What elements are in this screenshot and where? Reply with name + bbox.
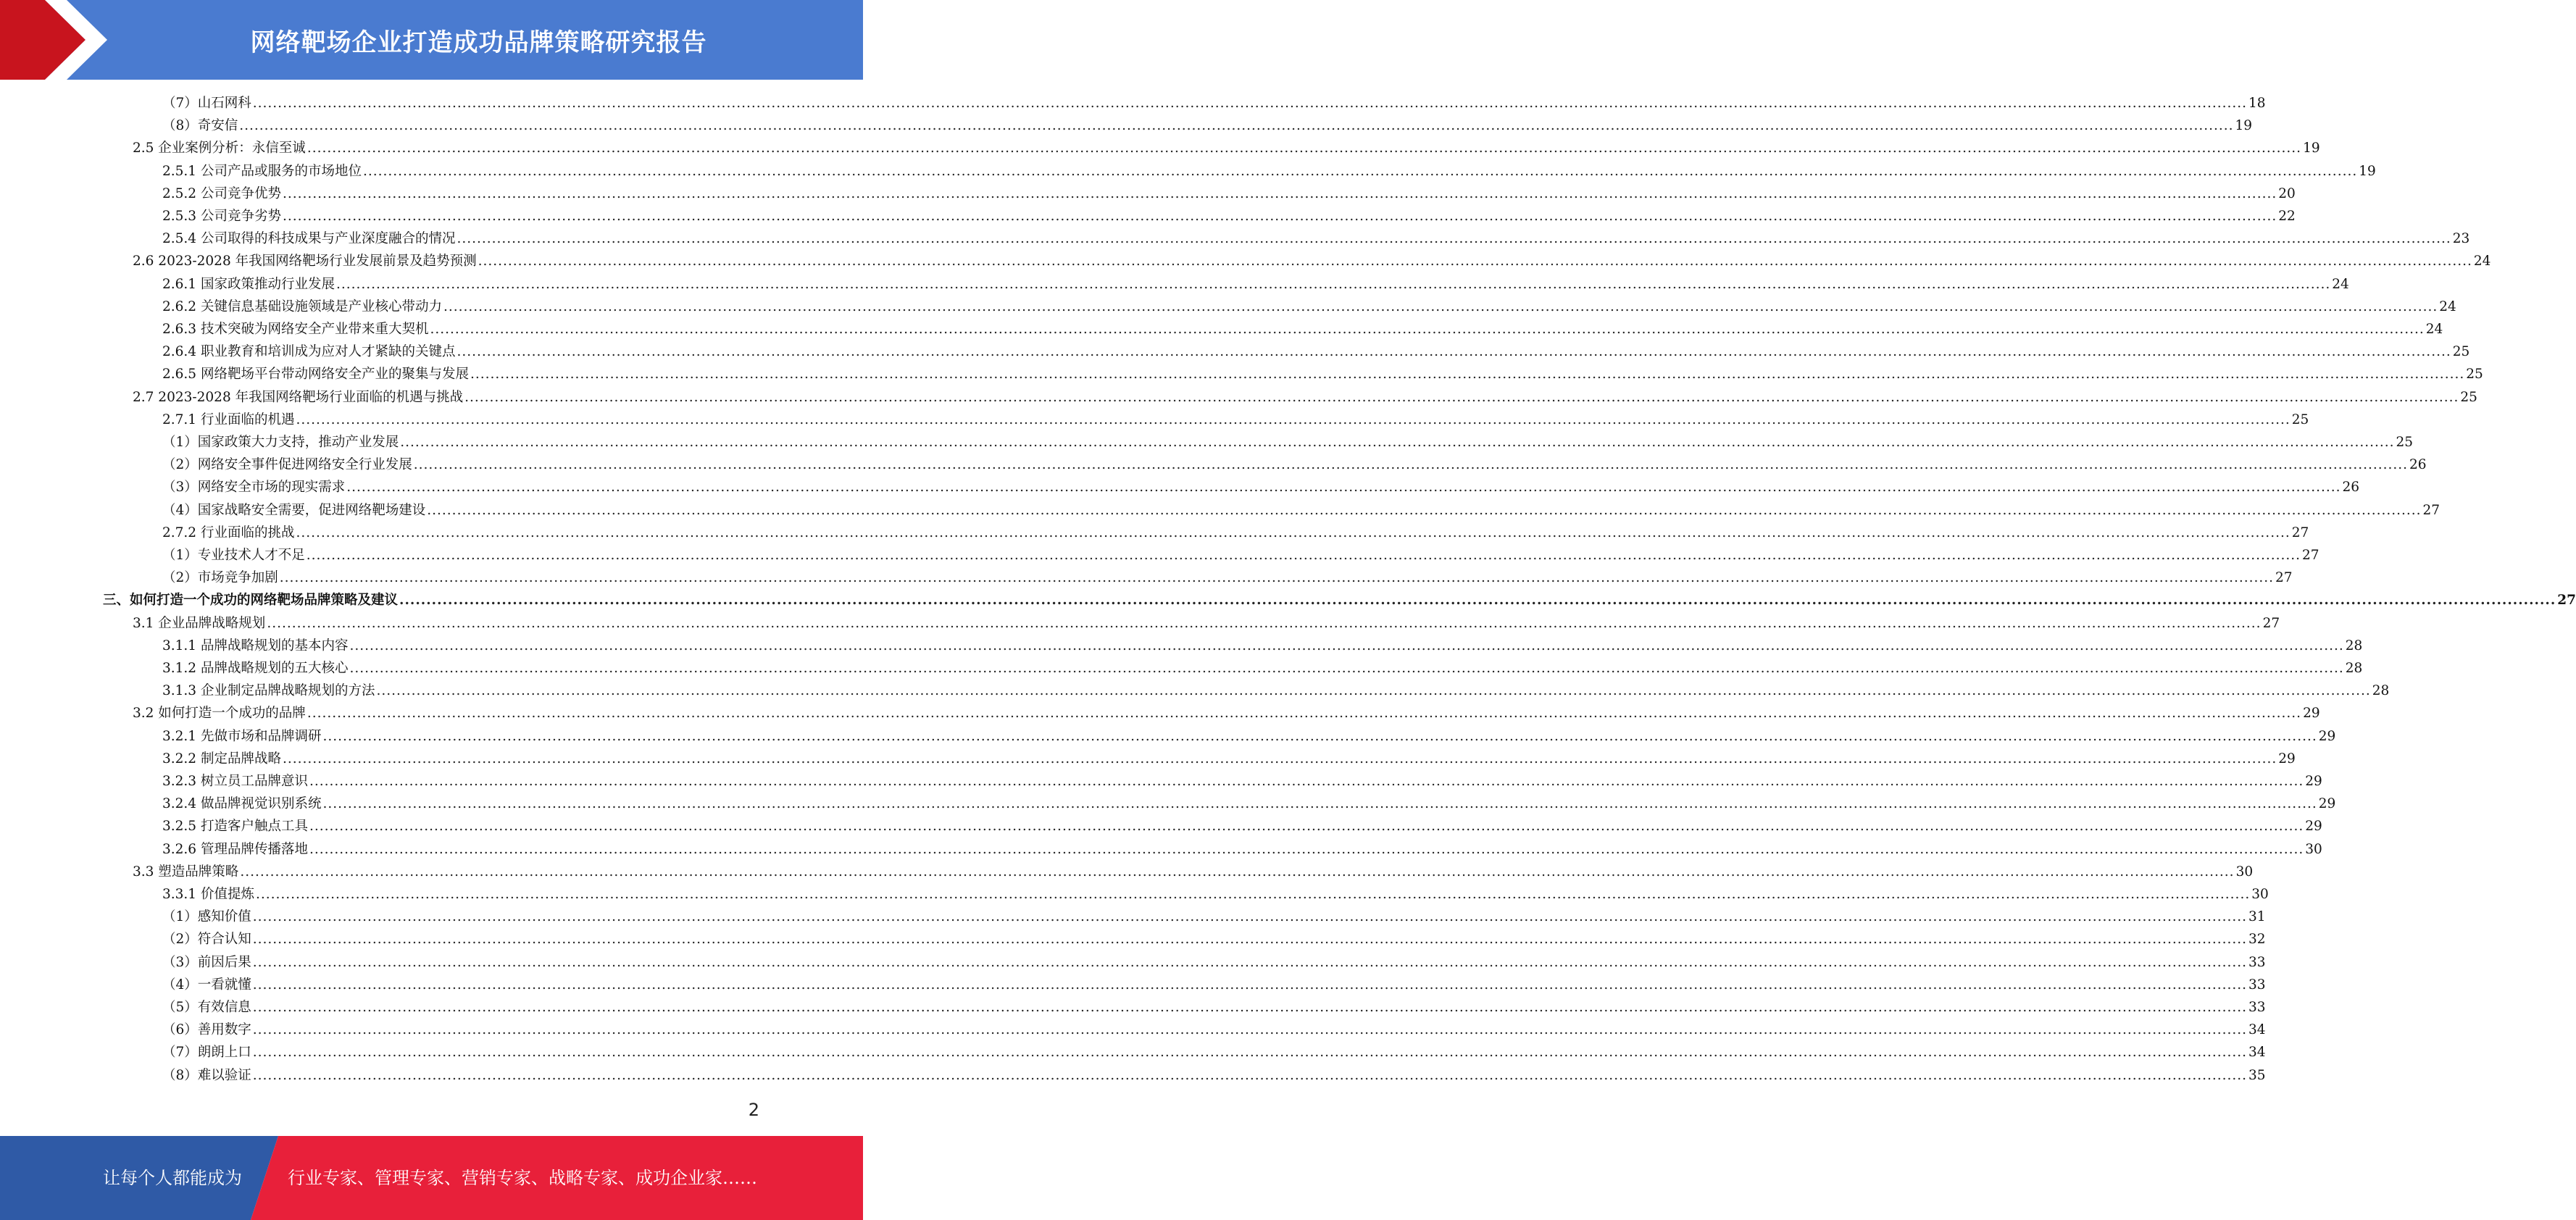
toc-dot-leader: ................................................................................................................................................................................................................................................................................................................................................................................................................ xyxy=(255,887,2251,902)
toc-entry-page: 29 xyxy=(2305,774,2322,789)
toc-dot-leader: ................................................................................................................................................................................................................................................................................................................................................................................................................ xyxy=(252,954,2248,970)
toc-entry-page: 33 xyxy=(2248,1000,2266,1015)
toc-entry-label: 2.6.2 关键信息基础设施领域是产业核心带动力 xyxy=(162,298,442,314)
toc-entry[interactable] xyxy=(162,657,2363,680)
toc-entry[interactable] xyxy=(162,273,2349,296)
toc-entry-label: 2.5 企业案例分析：永信至诚 xyxy=(133,141,306,156)
toc-entry-page: 33 xyxy=(2248,954,2266,970)
toc-entry[interactable] xyxy=(162,567,2293,589)
toc-entry[interactable] xyxy=(133,137,2320,159)
toc-entry[interactable] xyxy=(162,680,2390,702)
toc-dot-leader: ................................................................................................................................................................................................................................................................................................................................................................................................................ xyxy=(349,661,2344,676)
toc-dot-leader: ................................................................................................................................................................................................................................................................................................................................................................................................................ xyxy=(252,1045,2248,1061)
toc-entry-page: 33 xyxy=(2248,977,2266,993)
toc-entry-label: 3.2.5 打造客户触点工具 xyxy=(162,819,308,835)
toc-entry-label: 2.7 2023-2028 年我国网络靶场行业面临的机遇与挑战 xyxy=(133,389,464,405)
toc-entry-page: 22 xyxy=(2278,209,2296,224)
toc-entry[interactable] xyxy=(162,205,2296,227)
toc-entry-page: 29 xyxy=(2303,706,2320,722)
toc-entry-label: 3.1.1 品牌战略规划的基本内容 xyxy=(162,638,349,653)
toc-entry-label: （8）难以验证 xyxy=(162,1067,251,1083)
page-header xyxy=(0,0,863,80)
toc-entry-page: 19 xyxy=(2303,141,2320,156)
toc-entry-page: 27 xyxy=(2262,615,2280,631)
toc-entry-page: 24 xyxy=(2332,276,2349,292)
toc-entry-page: 34 xyxy=(2248,1022,2266,1038)
toc-entry-label: （1）国家政策大力支持，推动产业发展 xyxy=(162,435,399,450)
toc-entry[interactable] xyxy=(162,883,2269,906)
toc-entry-page: 18 xyxy=(2248,96,2266,111)
toc-dot-leader: ................................................................................................................................................................................................................................................................................................................................................................................................................ xyxy=(322,728,2317,744)
toc-entry-page: 28 xyxy=(2372,683,2390,699)
toc-dot-leader: ................................................................................................................................................................................................................................................................................................................................................................................................................ xyxy=(267,615,2262,631)
toc-entry-label: 3.3.1 价值提炼 xyxy=(162,887,254,902)
toc-dot-leader: ................................................................................................................................................................................................................................................................................................................................................................................................................ xyxy=(240,864,2235,880)
toc-entry-label: 3.2.6 管理品牌传播落地 xyxy=(162,841,308,857)
toc-dot-leader: ................................................................................................................................................................................................................................................................................................................................................................................................................ xyxy=(252,1000,2248,1015)
toc-entry[interactable] xyxy=(133,612,2280,635)
toc-entry-label: 2.6 2023-2028 年我国网络靶场行业发展前景及趋势预测 xyxy=(133,254,477,270)
toc-entry-page: 35 xyxy=(2248,1067,2266,1083)
toc-entry[interactable] xyxy=(162,838,2322,861)
toc-entry-page: 29 xyxy=(2318,796,2336,812)
toc-dot-leader: ................................................................................................................................................................................................................................................................................................................................................................................................................ xyxy=(309,774,2304,789)
toc-dot-leader: ................................................................................................................................................................................................................................................................................................................................................................................................................ xyxy=(296,525,2291,540)
toc-entry-page: 25 xyxy=(2460,389,2477,405)
toc-dot-leader: ................................................................................................................................................................................................................................................................................................................................................................................................................ xyxy=(457,344,2451,360)
toc-entry[interactable] xyxy=(162,928,2266,950)
toc-entry-label: 2.5.3 公司竞争劣势 xyxy=(162,209,281,224)
toc-entry-label: （2）市场竞争加剧 xyxy=(162,570,278,586)
toc-dot-leader: ................................................................................................................................................................................................................................................................................................................................................................................................................ xyxy=(349,638,2344,653)
toc-dot-leader: ................................................................................................................................................................................................................................................................................................................................................................................................................ xyxy=(282,751,2277,766)
toc-dot-leader: ................................................................................................................................................................................................................................................................................................................................................................................................................ xyxy=(306,548,2301,563)
toc-entry-page: 29 xyxy=(2278,751,2296,766)
toc-entry[interactable] xyxy=(133,250,2491,272)
toc-dot-leader: ................................................................................................................................................................................................................................................................................................................................................................................................................ xyxy=(322,796,2317,812)
toc-entry-page: 30 xyxy=(2251,887,2269,902)
toc-dot-leader: ................................................................................................................................................................................................................................................................................................................................................................................................................ xyxy=(443,298,2438,314)
toc-entry[interactable] xyxy=(162,906,2266,928)
toc-entry[interactable] xyxy=(162,725,2336,748)
toc-entry-page: 31 xyxy=(2248,909,2266,925)
toc-entry[interactable] xyxy=(162,996,2266,1019)
toc-entry-label: （2）网络安全事件促进网络安全行业发展 xyxy=(162,457,412,473)
toc-dot-leader: ................................................................................................................................................................................................................................................................................................................................................................................................................ xyxy=(478,254,2472,270)
toc-dot-leader: ................................................................................................................................................................................................................................................................................................................................................................................................................ xyxy=(307,141,2302,156)
toc-dot-leader: ................................................................................................................................................................................................................................................................................................................................................................................................................ xyxy=(296,411,2291,427)
toc-entry-page: 28 xyxy=(2345,661,2363,676)
toc-entry[interactable] xyxy=(162,499,2440,522)
toc-entry-label: 2.6.4 职业教育和培训成为应对人才紧缺的关键点 xyxy=(162,344,456,360)
toc-entry[interactable] xyxy=(162,1064,2266,1087)
toc-entry[interactable] xyxy=(162,635,2363,657)
toc-dot-leader: ................................................................................................................................................................................................................................................................................................................................................................................................................ xyxy=(282,185,2277,201)
toc-entry-page: 32 xyxy=(2248,932,2266,948)
toc-entry-label: 3.2.2 制定品牌战略 xyxy=(162,751,281,766)
toc-entry-page: 27 xyxy=(2275,570,2293,586)
toc-dot-leader: ................................................................................................................................................................................................................................................................................................................................................................................................................ xyxy=(309,819,2304,835)
toc-entry[interactable] xyxy=(162,748,2296,770)
toc-entry[interactable] xyxy=(162,114,2253,137)
toc-entry-label: 3.2.1 先做市场和品牌调研 xyxy=(162,728,322,744)
toc-dot-leader: ................................................................................................................................................................................................................................................................................................................................................................................................................ xyxy=(239,118,2234,134)
toc-entry-label: 3.3 塑造品牌策略 xyxy=(133,864,239,880)
toc-entry-page: 23 xyxy=(2452,231,2470,247)
toc-entry-label: 2.5.2 公司竞争优势 xyxy=(162,185,281,201)
toc-entry-page: 20 xyxy=(2278,185,2296,201)
toc-entry-label: （4）国家战略安全需要，促进网络靶场建设 xyxy=(162,502,426,518)
toc-entry-page: 29 xyxy=(2318,728,2336,744)
toc-dot-leader: ................................................................................................................................................................................................................................................................................................................................................................................................................ xyxy=(376,683,2371,699)
page-number: 2 xyxy=(748,1100,759,1120)
toc-entry[interactable] xyxy=(162,227,2470,250)
toc-entry-label: （2）符合认知 xyxy=(162,932,251,948)
toc-entry[interactable] xyxy=(162,951,2266,974)
toc-dot-leader: ................................................................................................................................................................................................................................................................................................................................................................................................................ xyxy=(252,1022,2248,1038)
toc-dot-leader: ................................................................................................................................................................................................................................................................................................................................................................................................................ xyxy=(252,932,2248,948)
report-title: 网络靶场企业打造成功品牌策略研究报告 xyxy=(250,28,707,57)
toc-entry[interactable] xyxy=(162,974,2266,996)
toc-entry-page: 27 xyxy=(2302,548,2319,563)
toc-entry[interactable] xyxy=(162,183,2296,205)
toc-dot-leader: ................................................................................................................................................................................................................................................................................................................................................................................................................ xyxy=(464,389,2459,405)
toc-dot-leader: ................................................................................................................................................................................................................................................................................................................................................................................................................ xyxy=(413,457,2409,473)
toc-entry-label: （5）有效信息 xyxy=(162,1000,251,1015)
toc-dot-leader: ................................................................................................................................................................................................................................................................................................................................................................................................................ xyxy=(400,435,2395,450)
page-footer xyxy=(0,1136,863,1220)
toc-entry-page: 25 xyxy=(2396,435,2414,450)
toc-entry[interactable] xyxy=(162,544,2319,567)
toc-entry-page: 26 xyxy=(2342,480,2360,496)
toc-entry[interactable] xyxy=(162,815,2322,837)
toc-entry[interactable] xyxy=(162,340,2470,363)
toc-dot-leader: ................................................................................................................................................................................................................................................................................................................................................................................................................ xyxy=(427,502,2422,518)
toc-entry[interactable] xyxy=(162,431,2414,454)
toc-dot-leader: ................................................................................................................................................................................................................................................................................................................................................................................................................ xyxy=(470,367,2465,383)
toc-entry-label: （7）山石网科 xyxy=(162,96,251,111)
toc-dot-leader: ................................................................................................................................................................................................................................................................................................................................................................................................................ xyxy=(362,163,2358,179)
toc-entry[interactable] xyxy=(162,793,2336,815)
toc-entry-label: （1）感知价值 xyxy=(162,909,251,925)
toc-entry[interactable] xyxy=(103,589,2576,611)
toc-entry[interactable] xyxy=(133,861,2254,883)
toc-entry[interactable] xyxy=(133,386,2477,409)
toc-entry[interactable] xyxy=(162,92,2266,114)
toc-entry[interactable] xyxy=(162,1041,2266,1064)
toc-entry-label: （8）奇安信 xyxy=(162,118,238,134)
toc-entry-label: （3）网络安全市场的现实需求 xyxy=(162,480,346,496)
toc-entry-page: 30 xyxy=(2305,841,2322,857)
toc-entry-page: 19 xyxy=(2235,118,2253,134)
toc-entry-page: 19 xyxy=(2359,163,2376,179)
toc-dot-leader: ................................................................................................................................................................................................................................................................................................................................................................................................................ xyxy=(430,322,2425,337)
toc-entry[interactable] xyxy=(162,522,2309,544)
toc-entry-label: （4）一看就懂 xyxy=(162,977,251,993)
toc-entry[interactable] xyxy=(162,770,2322,793)
toc-dot-leader: ................................................................................................................................................................................................................................................................................................................................................................................................................ xyxy=(252,977,2248,993)
toc-entry-label: （7）朗朗上口 xyxy=(162,1045,251,1061)
toc-entry-label: 3.1.2 品牌战略规划的五大核心 xyxy=(162,661,349,676)
toc-dot-leader: ................................................................................................................................................................................................................................................................................................................................................................................................................ xyxy=(252,1067,2248,1083)
toc-entry-label: （3）前因后果 xyxy=(162,954,251,970)
toc-entry-label: 2.5.4 公司取得的科技成果与产业深度融合的情况 xyxy=(162,231,456,247)
toc-entry-page: 27 xyxy=(2422,502,2440,518)
toc-entry-page: 25 xyxy=(2452,344,2470,360)
toc-entry-page: 34 xyxy=(2248,1045,2266,1061)
toc-entry-page: 26 xyxy=(2409,457,2427,473)
toc-entry-label: 三、如何打造一个成功的网络靶场品牌策略及建议 xyxy=(103,593,399,609)
toc-entry-page: 24 xyxy=(2473,254,2491,270)
toc-entry[interactable] xyxy=(162,296,2456,318)
toc-entry-label: 3.2.3 树立员工品牌意识 xyxy=(162,774,308,789)
toc-dot-leader: ................................................................................................................................................................................................................................................................................................................................................................................................................ xyxy=(279,570,2275,586)
toc-entry-label: 2.5.1 公司产品或服务的市场地位 xyxy=(162,163,362,179)
toc-dot-leader: ................................................................................................................................................................................................................................................................................................................................................................................................................ xyxy=(252,96,2248,111)
toc-entry-label: 2.7.1 行业面临的机遇 xyxy=(162,411,295,427)
toc-entry-label: 2.6.1 国家政策推动行业发展 xyxy=(162,276,335,292)
toc-entry[interactable] xyxy=(162,476,2360,498)
toc-entry-label: 3.2.4 做品牌视觉识别系统 xyxy=(162,796,322,812)
toc-dot-leader: ................................................................................................................................................................................................................................................................................................................................................................................................................ xyxy=(335,276,2331,292)
footer-slogan-right: 行业专家、管理专家、营销专家、战略专家、成功企业家…… xyxy=(288,1168,757,1188)
toc-entry-label: 3.1.3 企业制定品牌战略规划的方法 xyxy=(162,683,375,699)
toc-entry[interactable] xyxy=(133,702,2320,724)
toc-dot-leader: ................................................................................................................................................................................................................................................................................................................................................................................................................ xyxy=(252,909,2248,925)
toc-entry-label: 2.6.3 技术突破为网络安全产业带来重大契机 xyxy=(162,322,429,337)
toc-entry-label: 3.2 如何打造一个成功的品牌 xyxy=(133,706,306,722)
toc-dot-leader: ................................................................................................................................................................................................................................................................................................................................................................................................................ xyxy=(346,480,2341,496)
toc-dot-leader: ................................................................................................................................................................................................................................................................................................................................................................................................................ xyxy=(307,706,2302,722)
toc-entry-page: 24 xyxy=(2425,322,2443,337)
toc-entry-page: 27 xyxy=(2291,525,2309,540)
toc-entry-label: 2.7.2 行业面临的挑战 xyxy=(162,525,295,540)
toc-entry-label: （1）专业技术人才不足 xyxy=(162,548,305,563)
toc-entry[interactable] xyxy=(162,1019,2266,1041)
toc-entry-page: 27 xyxy=(2557,593,2576,609)
toc-entry[interactable] xyxy=(162,409,2309,431)
toc-entry-page: 25 xyxy=(2291,411,2309,427)
toc-entry[interactable] xyxy=(162,318,2443,340)
toc-entry-page: 25 xyxy=(2466,367,2483,383)
toc-entry-label: 3.1 企业品牌战略规划 xyxy=(133,615,266,631)
toc-entry-page: 30 xyxy=(2235,864,2254,880)
toc-entry-label: （6）善用数字 xyxy=(162,1022,251,1038)
toc-entry[interactable] xyxy=(162,160,2376,183)
toc-dot-leader: ................................................................................................................................................................................................................................................................................................................................................................................................................ xyxy=(282,209,2277,224)
toc-entry[interactable] xyxy=(162,363,2483,385)
footer-slogan-left: 让每个人都能成为 xyxy=(103,1168,242,1188)
toc-entry-page: 28 xyxy=(2345,638,2363,653)
toc-dot-leader: ................................................................................................................................................................................................................................................................................................................................................................................................................ xyxy=(457,231,2451,247)
toc-entry-page: 29 xyxy=(2305,819,2322,835)
toc-entry[interactable] xyxy=(162,454,2427,476)
toc-entry-label: 2.6.5 网络靶场平台带动网络安全产业的聚集与发展 xyxy=(162,367,469,383)
toc-dot-leader: ................................................................................................................................................................................................................................................................................................................................................................................................................ xyxy=(309,841,2304,857)
toc-dot-leader: ................................................................................................................................................................................................................................................................................................................................................................................................................ xyxy=(399,593,2556,609)
toc-entry-page: 24 xyxy=(2439,298,2456,314)
